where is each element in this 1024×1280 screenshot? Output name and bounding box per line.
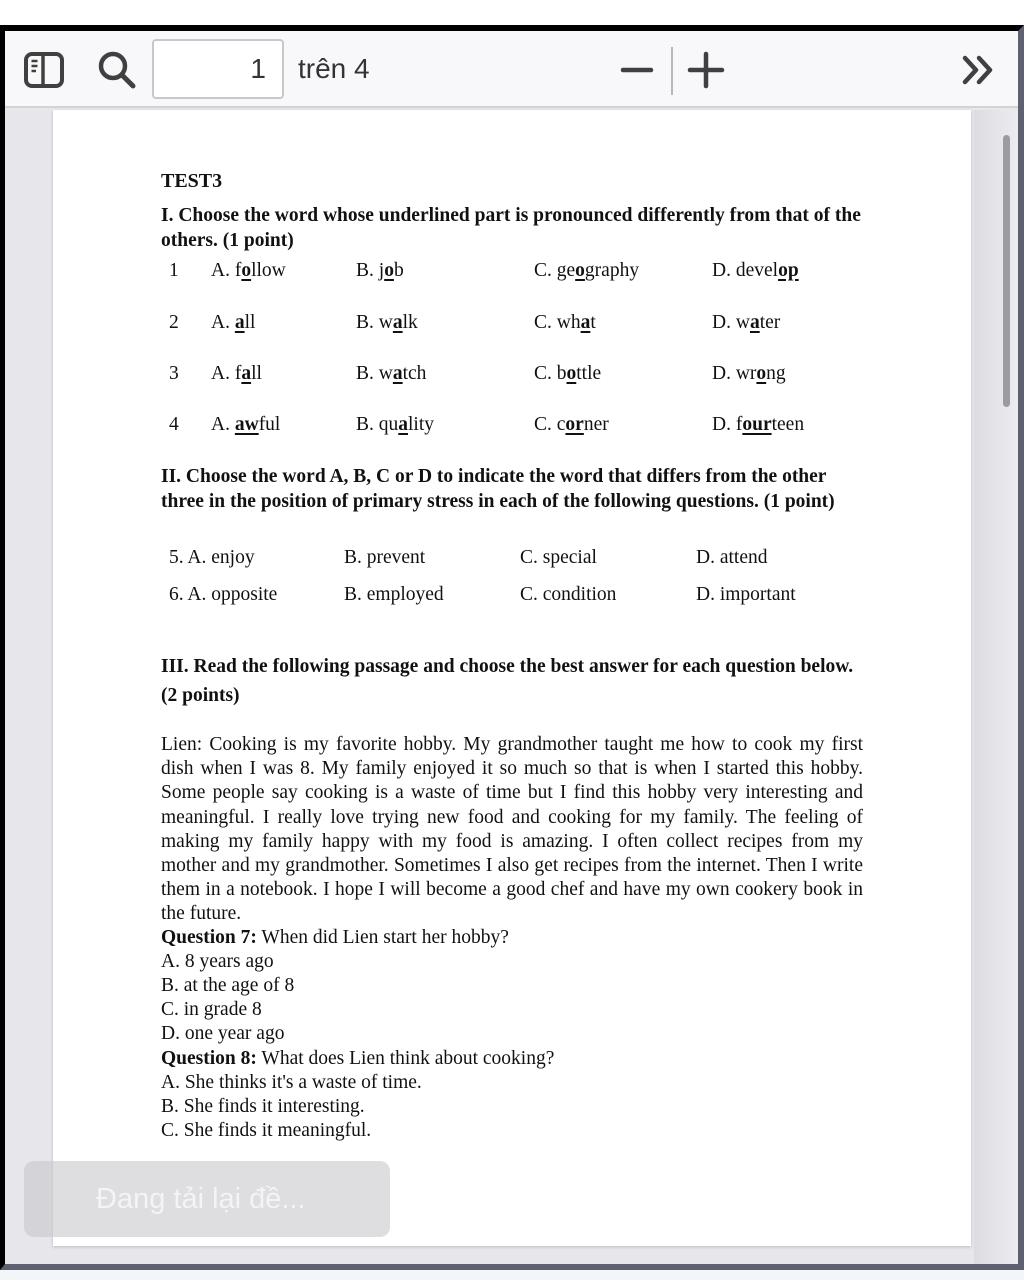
test-title: TEST3 (161, 170, 223, 192)
page-number-input[interactable] (152, 39, 284, 99)
question-8-label: Question 8: (161, 1048, 257, 1069)
option-b[interactable]: B. employed (344, 584, 444, 605)
question-7-text: When did Lien start her hobby? (256, 927, 509, 948)
pdf-viewer-window (0, 25, 1024, 1270)
pronunciation-question-1 (161, 260, 866, 286)
sidebar-toggle-icon[interactable] (23, 51, 65, 89)
option-d[interactable]: D. wrong (712, 363, 786, 384)
reloading-toast: Đang tải lại đề... (24, 1161, 390, 1237)
option-a[interactable]: 5. A. enjoy (169, 547, 255, 568)
option-b[interactable]: B. prevent (344, 547, 426, 568)
question-8-text: What does Lien think about cooking? (256, 1048, 555, 1069)
vertical-scrollbar[interactable] (974, 110, 1018, 1264)
option-c[interactable]: C. special (520, 547, 597, 568)
option-d[interactable]: D. attend (696, 547, 768, 568)
q7-option-b[interactable]: B. at the age of 8 (161, 975, 295, 996)
reading-passage: Lien: Cooking is my favorite hobby. My grandmother taught me how to cook my first dish when I was 8. My family enjoyed it so much so that is when I started this hobby. Some people say cooking is a waste of time but I find this hobby very interesting and meaningful. I really love trying new food and cooking for my family. The feeling of making my family happy with my food is amazing. I often collect recipes from my mother and my grandmother. Sometimes I also get recipes from the internet. Then I write them in a notebook. I hope I will become a good chef and have my own cookery book in the future. (161, 734, 863, 925)
question-number: 4 (169, 414, 179, 435)
option-a[interactable]: A. awful (211, 414, 281, 435)
plus-icon[interactable] (685, 49, 727, 91)
option-a[interactable]: A. follow (211, 260, 286, 281)
stress-question-5 (161, 547, 866, 573)
option-b[interactable]: B. quality (356, 414, 435, 435)
option-b[interactable]: B. job (356, 260, 404, 281)
pronunciation-question-3 (161, 363, 866, 389)
pdf-page (53, 110, 971, 1246)
option-c[interactable]: C. bottle (534, 363, 602, 384)
q7-option-a[interactable]: A. 8 years ago (161, 951, 274, 972)
option-c[interactable]: C. condition (520, 584, 617, 605)
bottom-edge (0, 1270, 1024, 1280)
option-a[interactable]: A. all (211, 312, 256, 333)
pronunciation-question-4 (161, 414, 866, 440)
option-b[interactable]: B. watch (356, 363, 427, 384)
pronunciation-question-2 (161, 312, 866, 338)
document-viewport[interactable] (5, 110, 1018, 1264)
option-d[interactable]: D. water (712, 312, 781, 333)
q7-option-d[interactable]: D. one year ago (161, 1023, 285, 1044)
question-7-label: Question 7: (161, 927, 257, 948)
zoom-divider (671, 47, 673, 95)
question-8 (161, 1047, 554, 1071)
q8-option-b[interactable]: B. She finds it interesting. (161, 1096, 365, 1117)
section-3-heading: III. Read the following passage and choose the best answer for each question below. (2 points) (161, 656, 854, 706)
option-b[interactable]: B. walk (356, 312, 418, 333)
scrollbar-thumb[interactable] (1003, 135, 1010, 407)
q8-option-a[interactable]: A. She thinks it's a waste of time. (161, 1072, 422, 1093)
option-d[interactable]: D. develop (712, 260, 799, 281)
stress-question-6 (161, 584, 866, 610)
q7-option-c[interactable]: C. in grade 8 (161, 999, 262, 1020)
question-number: 3 (169, 363, 179, 384)
option-c[interactable]: C. geography (534, 260, 640, 281)
option-a[interactable]: A. fall (211, 363, 262, 384)
question-7 (161, 926, 509, 950)
option-c[interactable]: C. what (534, 312, 596, 333)
question-number: 1 (169, 260, 179, 281)
option-c[interactable]: C. corner (534, 414, 609, 435)
toolbar (5, 31, 1018, 108)
double-chevron-right-icon[interactable] (957, 53, 1001, 87)
page-total-label: trên 4 (298, 53, 370, 84)
section-2-heading: II. Choose the word A, B, C or D to indicate the word that differs from the other three in the position of primary stress in each of the following questions. (1 point) (161, 466, 835, 512)
option-d[interactable]: D. fourteen (712, 414, 805, 435)
option-d[interactable]: D. important (696, 584, 796, 605)
q8-option-c[interactable]: C. She finds it meaningful. (161, 1120, 372, 1141)
question-number: 2 (169, 312, 179, 333)
minus-icon[interactable] (617, 53, 657, 87)
option-a[interactable]: 6. A. opposite (169, 584, 278, 605)
section-1-heading: I. Choose the word whose underlined part is pronounced differently from that of the others. (1 point) (161, 205, 861, 251)
search-icon[interactable] (93, 48, 141, 92)
